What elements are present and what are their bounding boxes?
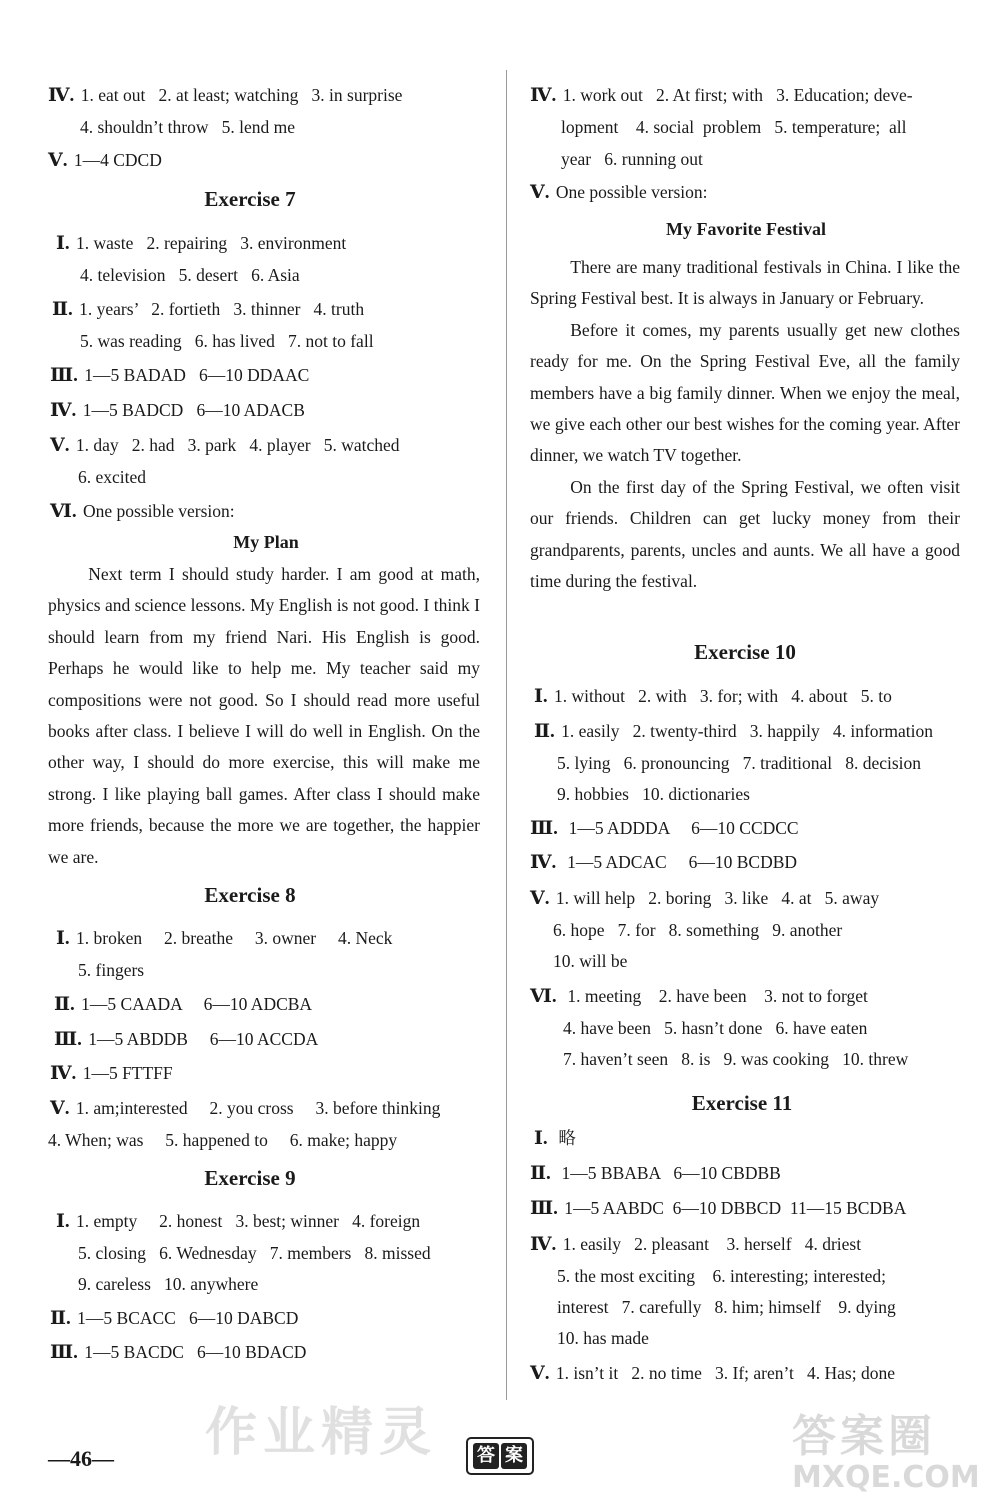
- answer-line: 4. have been 5. hasn’t done 6. have eaten: [563, 1018, 868, 1038]
- exercise-10-heading: Exercise 10: [694, 640, 796, 664]
- answer-line: 10. will be: [553, 951, 628, 971]
- logo-text: 答案圈: [792, 1411, 936, 1462]
- answer-line: Ⅵ. 1. meeting 2. have been 3. not to forget: [530, 986, 868, 1007]
- page-number: —46—: [48, 1446, 114, 1471]
- badge-char: 案: [501, 1443, 527, 1469]
- essay-title: My Plan: [233, 532, 299, 552]
- answer-line: 5. closing 6. Wednesday 7. members 8. missed: [78, 1243, 431, 1263]
- answer-line: Ⅰ. 略: [534, 1128, 576, 1149]
- essay-body: Next term I should study harder. I am good at math, physics and science lessons. My English is not good. I think I should learn from my friend Nari. His English is good. Perhaps he would like to help me. My teacher said my compositions were not good. So I should read more useful books after class. I believe I will do well in English. On the other way, I should do more exercise, this will make me strong. I like playing ball games. After class I should make more friends, because the more we are together, the happier we are.: [48, 564, 480, 867]
- watermark: 作业精灵: [205, 1403, 438, 1463]
- answer-line: 7. haven’t seen 8. is 9. was cooking 10. threw: [563, 1049, 909, 1069]
- exercise-9-heading: Exercise 9: [204, 1166, 296, 1190]
- exercise-7-heading: Exercise 7: [204, 187, 296, 211]
- essay-title: My Favorite Festival: [666, 219, 826, 239]
- answer-line: 10. has made: [557, 1328, 649, 1348]
- answer-line: Ⅱ. 1—5 BBABA 6—10 CBDBB: [530, 1163, 781, 1184]
- answer-line: Ⅲ. 1—5 ABDDB 6—10 ACCDA: [54, 1029, 319, 1050]
- answer-line: Ⅲ. 1—5 ADDDA 6—10 CCDCC: [530, 818, 799, 839]
- answer-line: Ⅳ. 1—5 BADCD 6—10 ADACB: [50, 400, 305, 421]
- answer-line: 5. lying 6. pronouncing 7. traditional 8. decision: [557, 753, 922, 773]
- logo-url: MXQE.COM: [792, 1460, 980, 1495]
- answer-line: 5. fingers: [78, 960, 145, 980]
- answer-line: Ⅱ. 1—5 BCACC 6—10 DABCD: [50, 1308, 299, 1329]
- answer-line: 9. hobbies 10. dictionaries: [557, 784, 750, 804]
- answer-line: Ⅴ. 1. will help 2. boring 3. like 4. at 5. away: [530, 888, 880, 909]
- answer-line: Ⅱ. 1—5 CAADA 6—10 ADCBA: [54, 994, 313, 1015]
- site-logo: [792, 1400, 982, 1495]
- answer-line: Ⅰ. 1. empty 2. honest 3. best; winner 4. foreign: [56, 1211, 421, 1232]
- badge-char: 答: [473, 1443, 499, 1469]
- answer-line: Ⅴ. 1. am;interested 2. you cross 3. before thinking: [50, 1098, 441, 1119]
- answer-line: Ⅰ. 1. waste 2. repairing 3. environment: [56, 233, 347, 254]
- answer-line: Ⅴ. 1. day 2. had 3. park 4. player 5. watched: [50, 435, 400, 456]
- answer-line: Ⅲ. 1—5 AABDC 6—10 DBBCD 11—15 BCDBA: [530, 1198, 907, 1219]
- exercise-8-heading: Exercise 8: [204, 883, 296, 907]
- answer-line: Ⅲ. 1—5 BADAD 6—10 DDAAC: [50, 365, 310, 386]
- column-divider: [506, 70, 507, 1400]
- essay-body: There are many traditional festivals in China. I like the Spring Festival best. It is always in January or February. Before it comes, my parents usually get new clothes ready for me. On the Spring Festival Eve, all the family members have a big family dinner. When we enjoy the meal, we give each other our best wishes for the coming year. After dinner, we watch TV together. On the first day of the Spring Festival, we often visit our friends. Children can get lucky money from their grandparents, parents, uncles and aunts. We all have a good time during the festival.: [530, 257, 960, 592]
- answer-line: interest 7. carefully 8. him; himself 9. dying: [557, 1297, 896, 1317]
- answer-line: 5. the most exciting 6. interesting; interested;: [557, 1266, 887, 1286]
- answer-line: Ⅱ. 1. easily 2. twenty-third 3. happily 4. information: [534, 721, 933, 742]
- answer-line: Ⅳ. 1. work out 2. At first; with 3. Education; deve-: [530, 85, 913, 106]
- answer-line: Ⅰ. 1. without 2. with 3. for; with 4. about 5. to: [534, 686, 892, 707]
- answer-line: 5. was reading 6. has lived 7. not to fall: [80, 331, 374, 351]
- answer-line: 9. careless 10. anywhere: [78, 1274, 259, 1294]
- answer-line: Ⅵ. One possible version:: [50, 501, 235, 522]
- answer-line: Ⅴ. 1—4 CDCD: [48, 150, 162, 171]
- answer-line: year 6. running out: [561, 149, 703, 169]
- answer-line: Ⅳ. 1. easily 2. pleasant 3. herself 4. driest: [530, 1234, 862, 1255]
- answer-line: Ⅰ. 1. broken 2. breathe 3. owner 4. Neck: [56, 928, 393, 949]
- answer-line: Ⅴ. 1. isn’t it 2. no time 3. If; aren’t 4. Has; done: [530, 1363, 895, 1384]
- answer-line: 4. television 5. desert 6. Asia: [80, 265, 300, 285]
- answer-line: 6. excited: [78, 467, 147, 487]
- exercise-11-heading: Exercise 11: [691, 1091, 793, 1115]
- answer-line: Ⅴ. One possible version:: [530, 182, 708, 203]
- answer-line: Ⅳ. 1—5 ADCAC 6—10 BCDBD: [530, 852, 798, 873]
- answer-line: 6. hope 7. for 8. something 9. another: [553, 920, 843, 940]
- answer-line: Ⅳ. 1. eat out 2. at least; watching 3. in surprise: [48, 85, 403, 106]
- answer-line: Ⅳ. 1—5 FTTFF: [50, 1063, 173, 1084]
- answer-line: Ⅲ. 1—5 BACDC 6—10 BDACD: [50, 1342, 307, 1363]
- answer-badge: [466, 1437, 534, 1475]
- answer-line: 4. shouldn’t throw 5. lend me: [80, 117, 296, 137]
- answer-line: lopment 4. social problem 5. temperature; all: [561, 117, 907, 137]
- answer-line: 4. When; was 5. happened to 6. make; happy: [48, 1130, 398, 1150]
- answer-line: Ⅱ. 1. years’ 2. fortieth 3. thinner 4. truth: [52, 299, 365, 320]
